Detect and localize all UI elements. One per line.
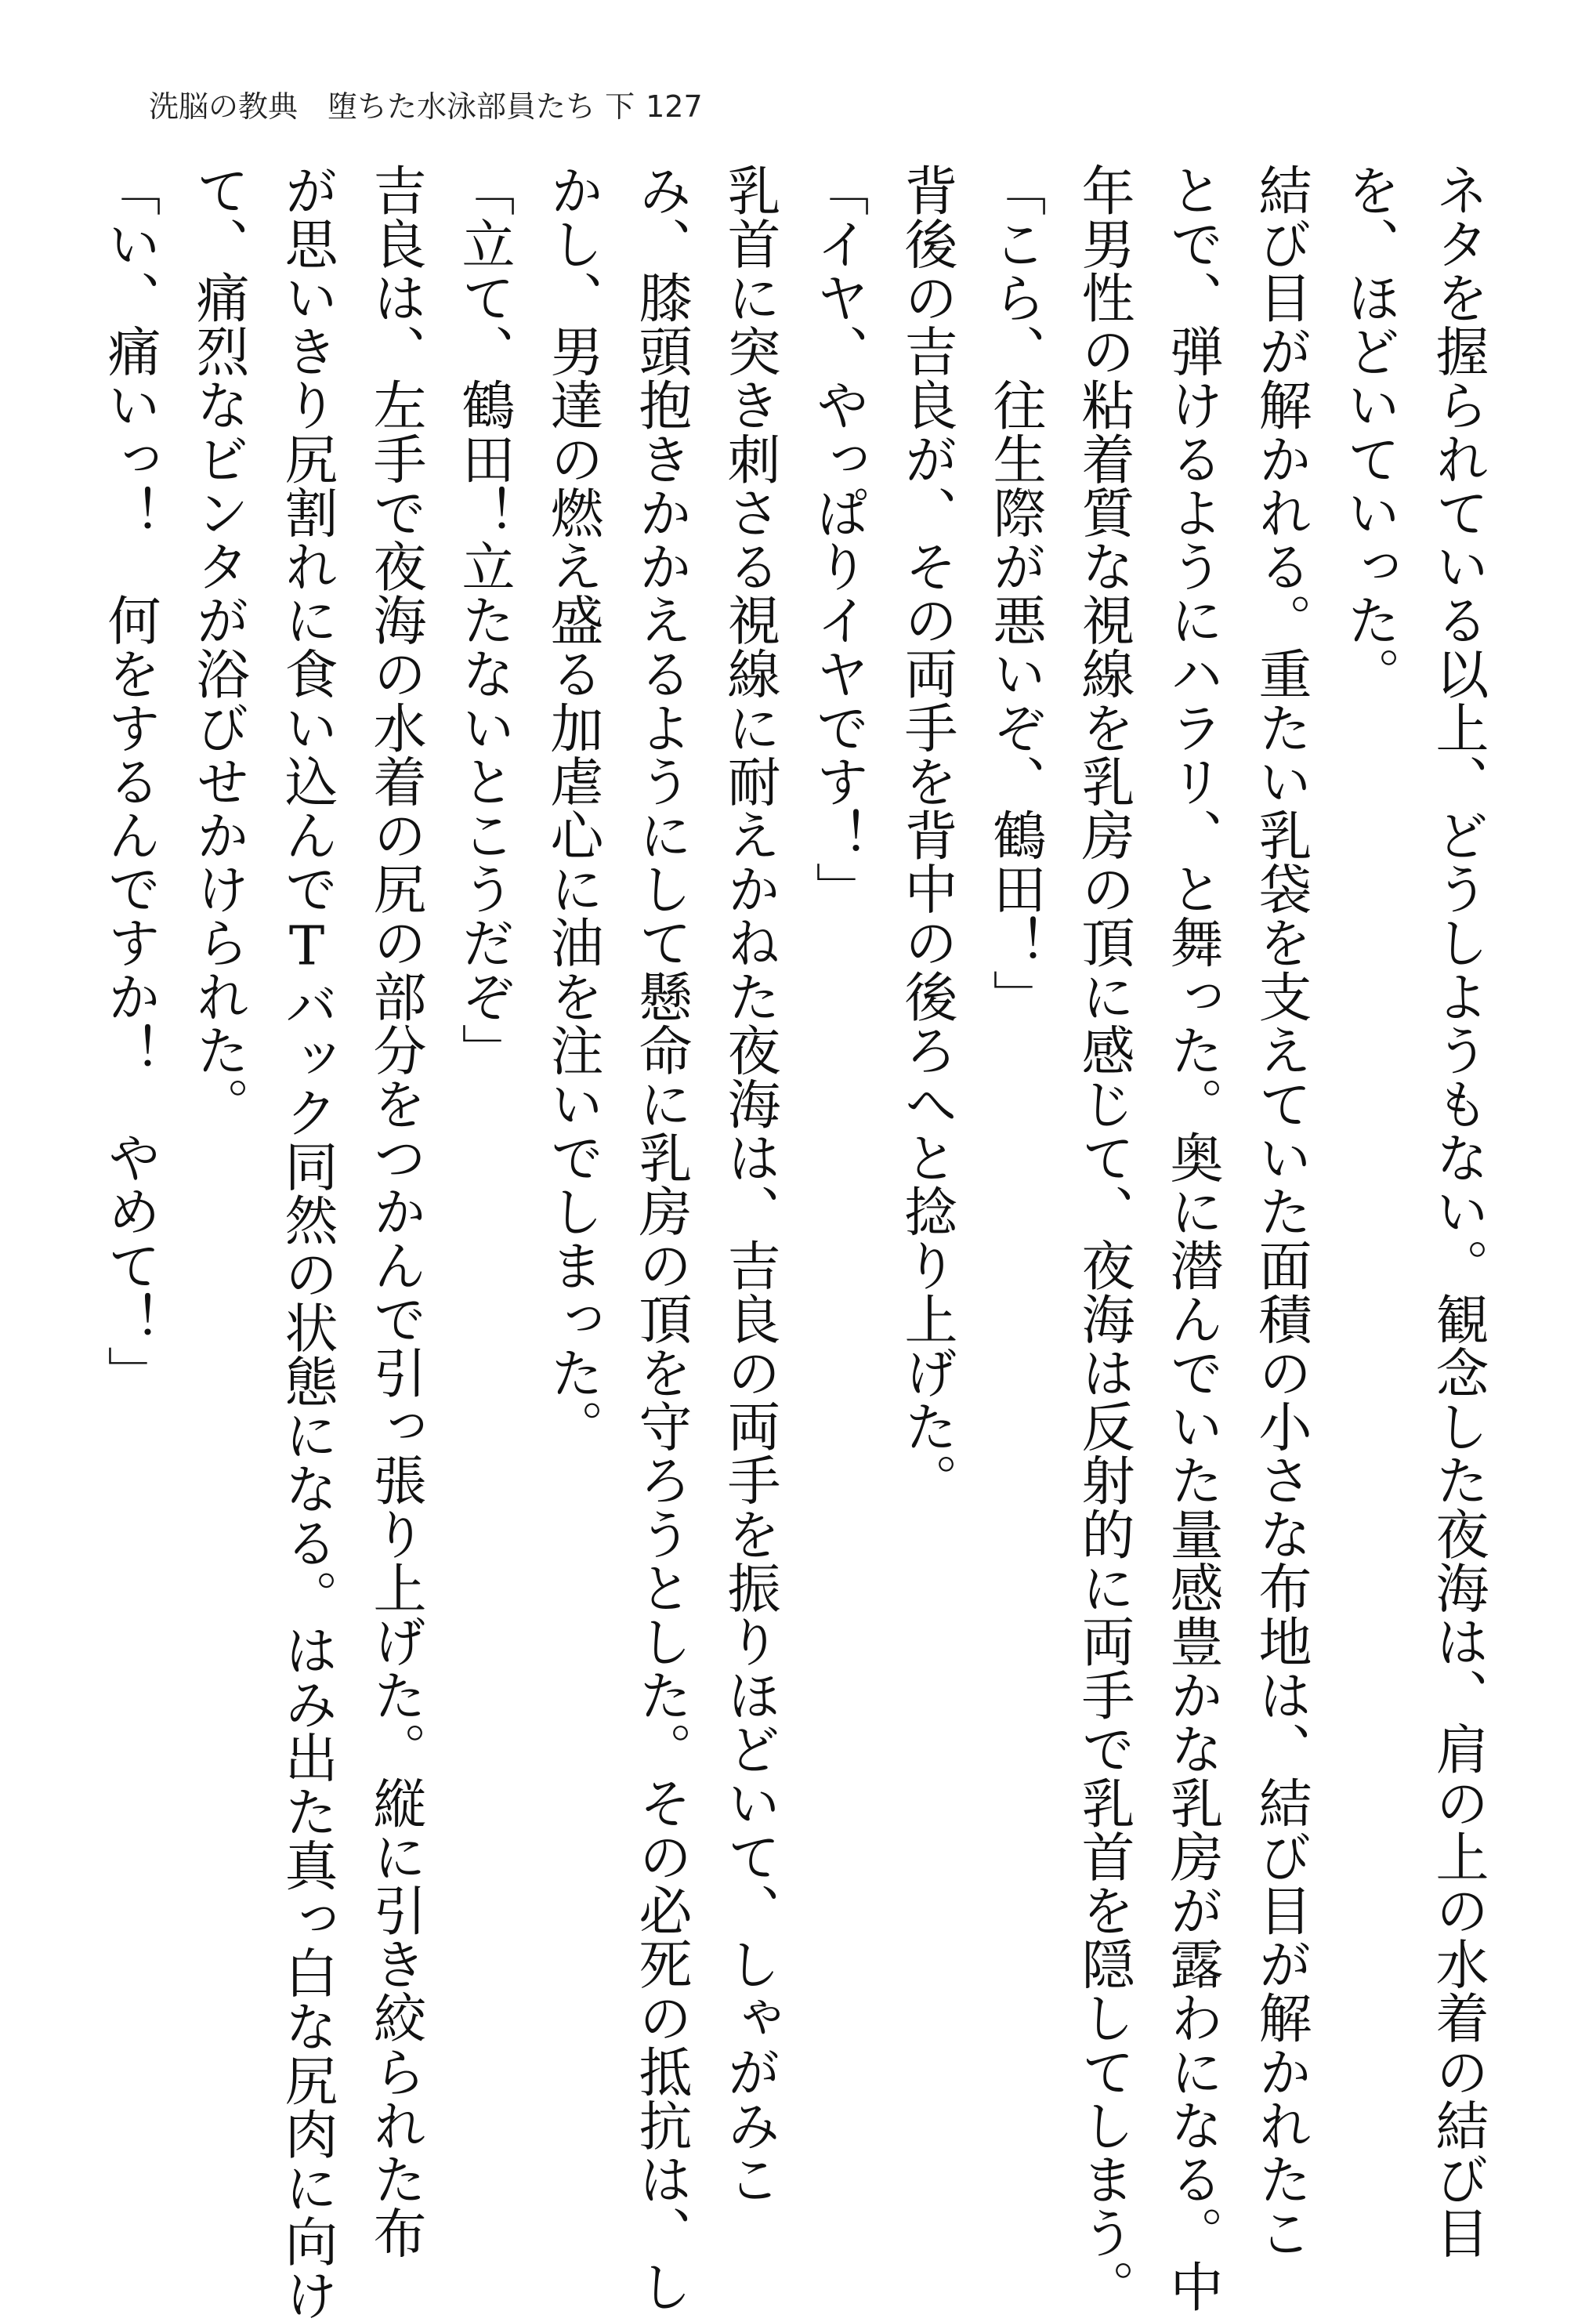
text-line: て、痛烈なビンタが浴びせかけられた。: [187, 163, 249, 1131]
text-line: ネタを握られている以上、どうしようもない。観念した夜海は、肩の上の水着の結び目: [1427, 163, 1489, 2260]
text-line: 「い、痛いっ！ 何をするんですか！ やめて！」: [99, 163, 161, 1400]
text-line: 吉良は、左手で夜海の水着の尻の部分をつかんで引っ張り上げた。縦に引き絞られた布: [364, 163, 426, 2260]
text-line: み、膝頭抱きかかえるようにして懸命に乳房の頂を守ろうとした。その必死の抵抗は、し: [630, 163, 692, 2313]
text-line: が思いきり尻割れに食い込んでTバック同然の状態になる。はみ出た真っ白な尻肉に向け: [276, 163, 338, 2322]
text-line: かし、男達の燃え盛る加虐心に油を注いでしまった。: [541, 163, 603, 1454]
text-line: 乳首に突き刺さる視線に耐えかねた夜海は、吉良の両手を振りほどいて、しゃがみこ: [718, 163, 780, 2206]
text-line: 「イヤ、やっぱりイヤです！」: [807, 163, 869, 916]
running-header: [149, 88, 703, 125]
book-title: 洗脳の教典 堕ちた水泳部員たち 下: [149, 89, 635, 124]
text-line: とで、弾けるようにハラリ、と舞った。奥に潜んでいた量感豊かな乳房が露わになる。中: [1161, 163, 1223, 2313]
vertical-body-text: [99, 163, 1502, 2322]
text-line: を、ほどいていった。: [1338, 163, 1400, 701]
text-line: 背後の吉良が、その両手を背中の後ろへと捻り上げた。: [896, 163, 957, 1507]
text-line: 結び目が解かれる。重たい乳袋を支えていた面積の小さな布地は、結び目が解かれたこ: [1250, 163, 1312, 2260]
text-line: 「立て、鶴田！立たないとこうだぞ」: [453, 163, 515, 1078]
text-line: 年男性の粘着質な視線を乳房の頂に感じて、夜海は反射的に両手で乳首を隠してしまう。: [1073, 163, 1135, 2313]
text-line: 「こら、往生際が悪いぞ、鶴田！」: [984, 163, 1046, 1023]
page-number: 127: [646, 89, 703, 124]
